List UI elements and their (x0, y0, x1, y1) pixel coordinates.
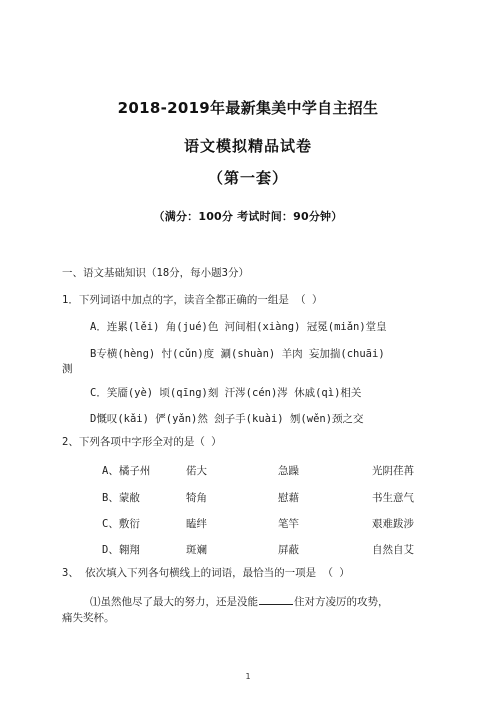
title-line-3: （第一套） (207, 169, 288, 187)
row-word: 偌大 (186, 465, 207, 477)
question-1-option-b: B专横(hèng) 忖(cǔn)度 涮(shuàn) 羊肉 妄加揣(chuāi) (90, 348, 385, 360)
row-word: 屏蔽 (278, 544, 299, 556)
question-1-option-c: C．笑靥(yè) 顷(qīng)刻 汗涔(cén)涔 休戚(qì)相关 (90, 387, 362, 399)
row-word: 光阴荏苒 (372, 465, 414, 477)
exam-info: （满分：100分 考试时间：90分钟） (153, 210, 343, 223)
row-word: 艰难跋涉 (372, 518, 414, 530)
question-3-sentence-1 (90, 594, 389, 609)
row-word: 急躁 (278, 465, 299, 477)
sentence-text-before-blank: ⑴虽然他尽了最大的努力，还是没能 (90, 596, 258, 608)
row-word: 犄角 (186, 492, 207, 504)
row-label: A、橘子州 (102, 465, 151, 477)
section-heading: 一、语文基础知识（18分，每小题3分） (62, 267, 249, 279)
title-line-2: 语文模拟精品试卷 (183, 137, 312, 155)
row-label: D、翱翔 (102, 544, 140, 556)
row-word: 慰藉 (278, 492, 299, 504)
question-2-stem: 2、下列各项中字形全对的是（ ） (62, 436, 222, 448)
question-3-stem: 3、 依次填入下列各句横线上的词语，最恰当的一项是 （ ） (62, 567, 350, 579)
question-1-stem: 1．下列词语中加点的字，读音全都正确的一组是 （ ） (62, 294, 323, 306)
title-line-1: 2018-2019年最新集美中学自主招生 (117, 99, 379, 117)
sentence-text-after-blank: 住对方凌厉的攻势， (294, 596, 389, 608)
row-label: B、蒙敝 (102, 492, 140, 504)
question-3-sentence-1-continued: 痛失奖杯。 (62, 612, 115, 624)
fill-in-blank (259, 594, 293, 605)
question-1-option-b-continued: 测 (62, 363, 73, 375)
page-number: 1 (245, 672, 251, 681)
row-word: 瞌绊 (186, 518, 207, 530)
question-1-option-d: D慨叹(kǎi) 俨(yǎn)然 刽子手(kuài) 刎(wěn)颈之交 (90, 413, 364, 425)
question-1-option-a: A．连累(lěi) 角(jué)色 河间相(xiàng) 冠冕(miǎn)堂皇 (90, 321, 387, 333)
row-word: 书生意气 (372, 492, 414, 504)
row-word: 笔竿 (278, 518, 299, 530)
row-word: 斑斓 (186, 544, 207, 556)
row-label: C、敷衍 (102, 518, 140, 530)
row-word: 自然自艾 (372, 544, 414, 556)
